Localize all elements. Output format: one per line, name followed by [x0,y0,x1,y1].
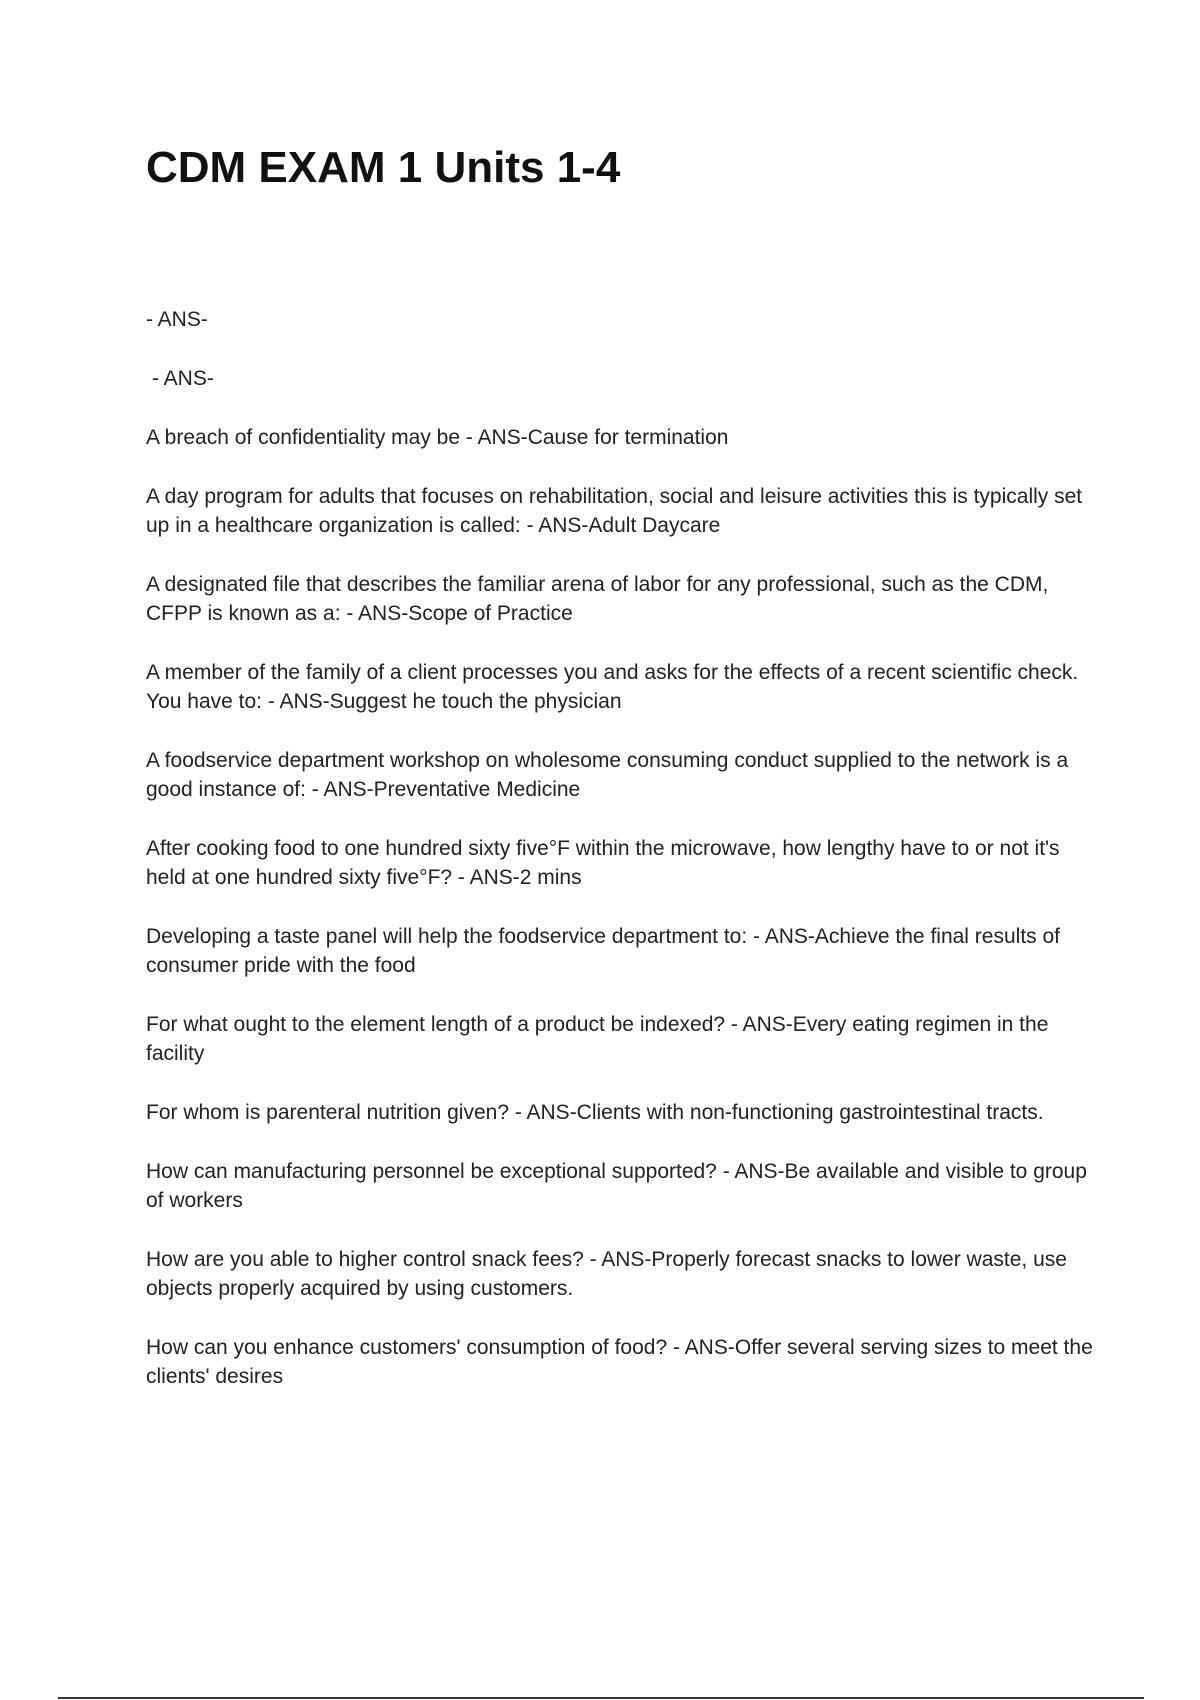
qa-item: A foodservice department workshop on wholesome consuming conduct supplied to the network is a good instance of: - ANS-Preventative Medicine [146,749,1069,801]
qa-item: For what ought to the element length of a product be indexed? - ANS-Every eating regimen in the facility [146,1013,1049,1065]
qa-item: How can you enhance customers' consumption of food? - ANS-Offer several serving sizes to meet the clients' desires [146,1336,1093,1388]
qa-item: How are you able to higher control snack fees? - ANS-Properly forecast snacks to lower waste, use objects properly acquired by using customers. [146,1248,1067,1300]
qa-item: Developing a taste panel will help the foodservice department to: - ANS-Achieve the final results of consumer pride with the food [146,925,1061,977]
qa-item: A day program for adults that focuses on rehabilitation, social and leisure activities this is typically set up in a healthcare organization is called: - ANS-Adult Daycare [146,485,1083,537]
qa-list [146,305,1096,1421]
qa-item: For whom is parenteral nutrition given? - ANS-Clients with non-functioning gastrointestinal tracts. [146,1101,1044,1124]
qa-item: After cooking food to one hundred sixty five°F within the microwave, how lengthy have to or not it's held at one hundred sixty five°F? - ANS-2 mins [146,837,1060,889]
qa-item: - ANS- [152,367,214,390]
qa-item: - ANS- [146,308,208,331]
qa-item: How can manufacturing personnel be exceptional supported? - ANS-Be available and visible to group of workers [146,1160,1087,1212]
qa-item: A breach of confidentiality may be - ANS-Cause for termination [146,426,729,449]
qa-item: A member of the family of a client processes you and asks for the effects of a recent scientific check. You have to: - ANS-Suggest he touch the physician [146,661,1079,713]
footer-divider [58,1697,1144,1699]
qa-item: A designated file that describes the familiar arena of labor for any professional, such as the CDM, CFPP is known as a: - ANS-Scope of Practice [146,573,1049,625]
document-title: CDM EXAM 1 Units 1-4 [146,143,621,192]
